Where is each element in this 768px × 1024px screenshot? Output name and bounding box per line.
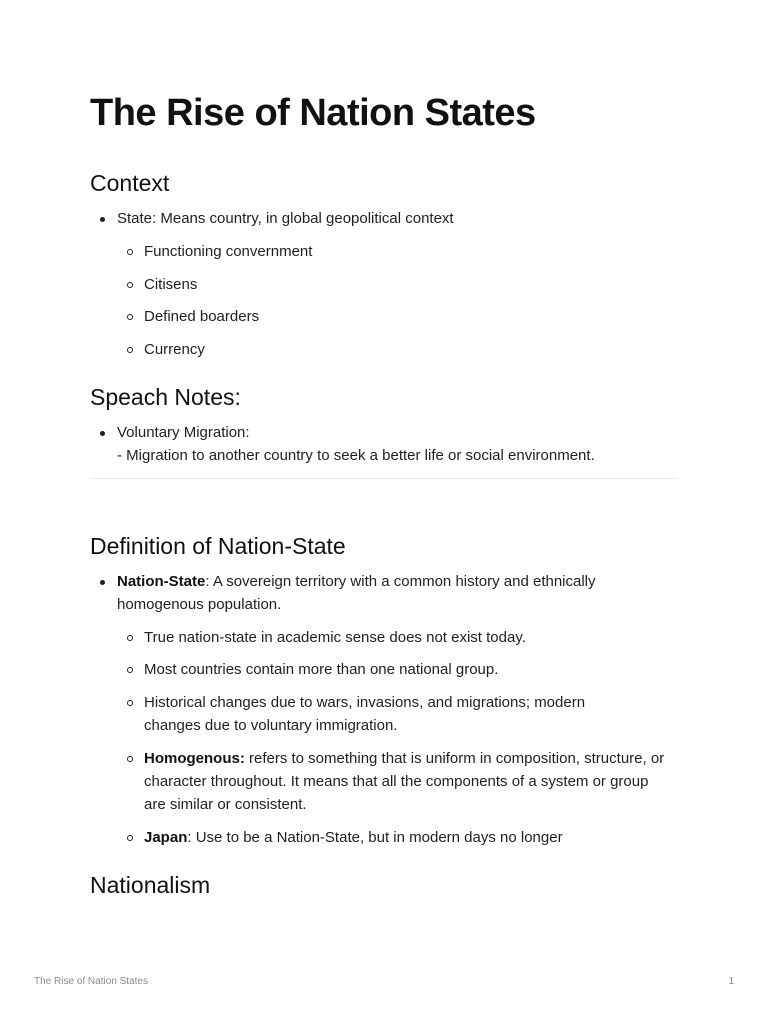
term-japan: Japan <box>144 829 188 846</box>
section-heading-context: Context <box>90 170 170 196</box>
sub-item-borders: Defined boarders <box>144 308 260 325</box>
page-title: The Rise of Nation States <box>90 92 536 134</box>
footer-page-number: 1 <box>728 976 734 987</box>
bullet-circle-icon <box>127 282 133 288</box>
term-japan-desc: : Use to be a Nation-State, but in modern days no longer <box>187 829 563 846</box>
section-heading-speech-notes: Speach Notes: <box>90 384 241 410</box>
bullet-circle-icon <box>127 756 133 762</box>
bullet-circle-icon <box>127 835 133 841</box>
bullet-circle-icon <box>127 700 133 706</box>
bullet-circle-icon <box>127 314 133 320</box>
bullet-disc-icon <box>100 217 105 222</box>
list-item-state: State: Means country, in global geopolitical context <box>117 210 454 227</box>
section-divider <box>90 478 678 479</box>
sub-item-citizens: Citisens <box>144 276 198 293</box>
bullet-disc-icon <box>100 431 105 436</box>
bullet-disc-icon <box>100 580 105 585</box>
bullet-circle-icon <box>127 635 133 641</box>
term-nation-state: Nation-State <box>117 573 206 590</box>
list-item-nation-state <box>117 570 652 616</box>
sub-item-japan <box>144 826 674 849</box>
sub-item-currency: Currency <box>144 341 205 358</box>
section-heading-nationalism: Nationalism <box>90 872 211 898</box>
term-nation-state-desc: : A sovereign territory with a common history and ethnically homogenous population. <box>117 573 596 613</box>
footer-title: The Rise of Nation States <box>34 976 148 987</box>
bullet-circle-icon <box>127 667 133 673</box>
voluntary-migration-label: Voluntary Migration: <box>117 424 250 441</box>
voluntary-migration-desc: - Migration to another country to seek a better life or social environment. <box>117 447 595 464</box>
bullet-circle-icon <box>127 249 133 255</box>
sub-item-government: Functioning convernment <box>144 243 313 260</box>
sub-item-national-groups: Most countries contain more than one national group. <box>144 661 499 678</box>
sub-item-homogenous <box>144 747 669 816</box>
section-heading-definition: Definition of Nation-State <box>90 533 346 559</box>
sub-item-historical-changes: Historical changes due to wars, invasions, and migrations; modern changes due to voluntary immigration. <box>144 694 586 734</box>
term-homogenous-desc: refers to something that is uniform in composition, structure, or character throughout. It means that all the components of a system or group are similar or consistent. <box>144 750 665 813</box>
bullet-circle-icon <box>127 347 133 353</box>
term-homogenous: Homogenous: <box>144 750 245 767</box>
list-item-voluntary-migration <box>117 421 677 467</box>
sub-item-academic: True nation-state in academic sense does not exist today. <box>144 629 526 646</box>
